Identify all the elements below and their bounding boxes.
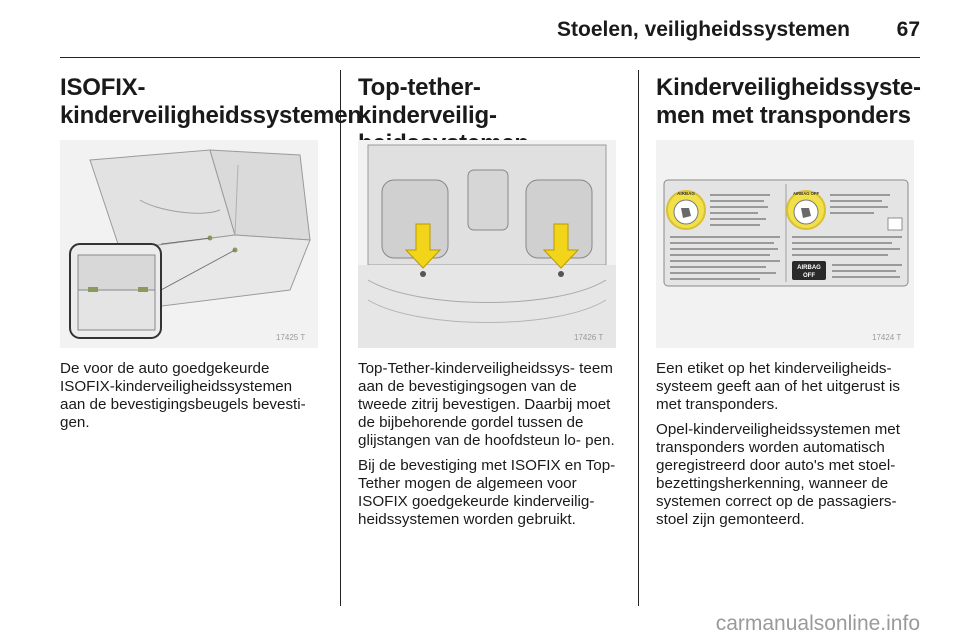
figure-code: 17426 T: [574, 333, 604, 342]
figure-code: 17424 T: [872, 333, 902, 342]
column-divider-1: [340, 70, 341, 606]
column-top-tether: [358, 74, 616, 614]
paragraph: Bij de bevestiging met ISOFIX en Top-Tether mogen de algemeen voor ISOFIX goedgekeurde kinderveilig- heidssystemen worden gebruikt.: [358, 457, 616, 528]
heading-line: ISOFIX-: [60, 74, 146, 101]
watermark: carmanualsonline.info: [715, 612, 920, 635]
heading-line: kinderveiligheidssystemen: [60, 102, 362, 129]
airbag-seal-text: AIRBAG: [677, 191, 695, 196]
column-isofix: [60, 74, 362, 614]
body-text-top-tether: [358, 360, 616, 536]
airbag-off-seal-text: AIRBAG OFF: [792, 191, 820, 196]
page-number: 67: [896, 18, 920, 41]
heading-isofix: [60, 74, 362, 130]
heading-line: Top-tether-kinderveilig-: [358, 74, 497, 129]
running-header-title: Stoelen, veiligheidssystemen: [557, 18, 850, 41]
paragraph: Een etiket op het kinderveiligheids- systeem geeft aan of het uitgerust is met transponders.: [656, 360, 900, 413]
paragraph: Opel-kinderveiligheidssystemen met transponders worden automatisch geregistreerd door auto's met stoel- bezettingsherkenning, wanneer de systemen correct op de passagiers- stoel zijn gemonteerd.: [656, 421, 900, 528]
column-transponders: [656, 74, 921, 614]
heading-transponders: [656, 74, 921, 130]
figure-top-tether: [358, 140, 616, 348]
figure-isofix-seat: [60, 140, 318, 348]
figure-code: 17425 T: [276, 333, 306, 342]
heading-line: men met transponders: [656, 102, 911, 129]
paragraph: De voor de auto goedgekeurde ISOFIX-kinderveiligheidssystemen aan de bevestigingsbeugels bevesti- gen.: [60, 360, 306, 431]
top-tether-illustration: [358, 140, 616, 348]
isofix-seat-illustration: [60, 140, 318, 348]
figure-transponder-label: [656, 140, 914, 348]
transponder-label-illustration: [656, 140, 914, 348]
header-rule: [60, 57, 920, 58]
column-divider-2: [638, 70, 639, 606]
body-text-isofix: [60, 360, 318, 439]
heading-line: Kinderveiligheidssyste-: [656, 74, 921, 101]
airbag-button-line1: AIRBAG: [797, 265, 821, 271]
paragraph: Top-Tether-kinderveiligheidssys- teem aan de bevestigingsogen van de tweede zitrij bevestigen. Daarbij moet de bijbehorende gordel tussen de glijstangen van de hoofdsteun lo- pen.: [358, 360, 615, 449]
body-text-transponders: [656, 360, 914, 536]
airbag-button-line2: OFF: [803, 273, 815, 279]
